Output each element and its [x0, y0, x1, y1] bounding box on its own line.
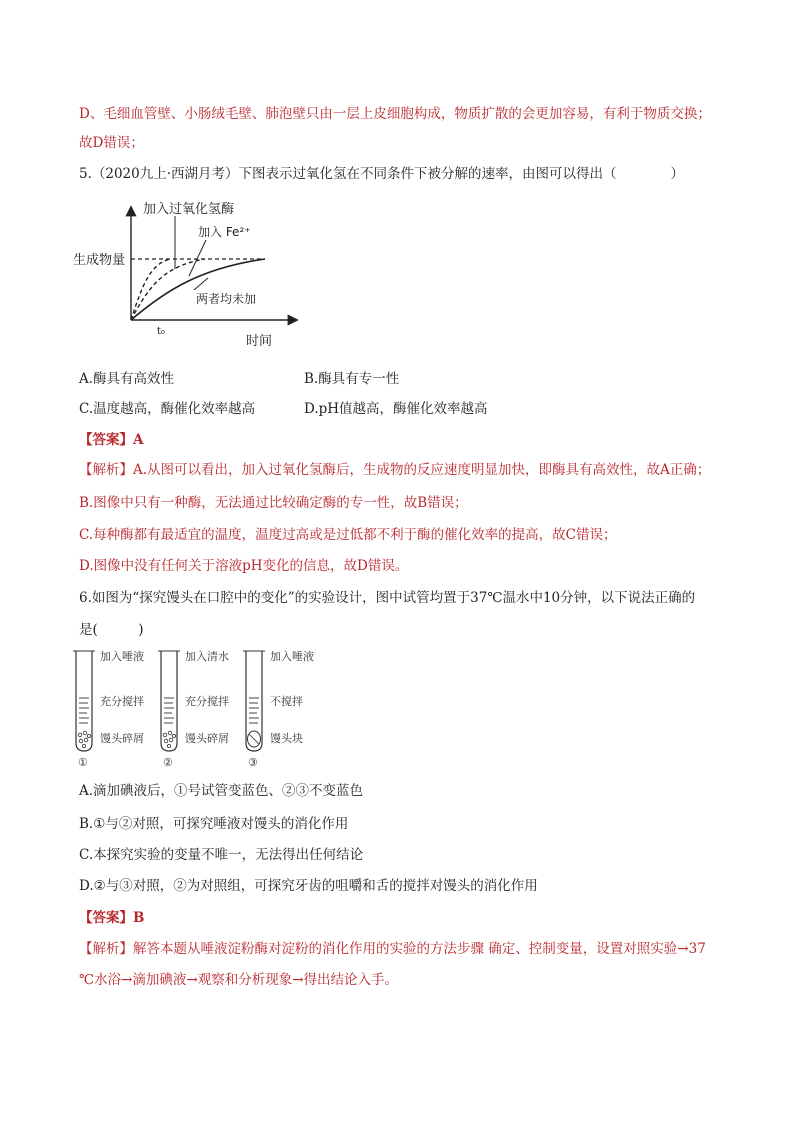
q5-analysis-b: B.图像中只有一种酶，无法通过比较确定酶的专一性，故B错误； [79, 495, 468, 511]
q5-option-a: A.酶具有高效性 [79, 371, 175, 387]
q4-option-d-line2: 故D错误； [79, 135, 144, 151]
q6-answer: 【答案】B [79, 910, 145, 926]
q4-option-d-line1: D、毛细血管壁、小肠绒毛壁、肺泡壁只由一层上皮细胞构成，物质扩散的会更加容易，有利于物质交换； [79, 106, 711, 122]
q6-option-c: C.本探究实验的变量不唯一，无法得出任何结论 [79, 847, 364, 863]
tube-2 [158, 649, 229, 769]
tube-2-bottom: 馒头碎屑 [185, 732, 229, 745]
q6-stem-line2: 是( ) [79, 622, 144, 638]
tube-2-top: 加入清水 [185, 650, 229, 663]
chart-pointer-fe [189, 240, 206, 276]
q5-analysis-c: C.每种酶都有最适宜的温度，温度过高或是过低都不利于酶的催化效率的提高，故C错误； [79, 527, 617, 543]
tube-1 [73, 649, 144, 769]
q5-option-d: D.pH值越高，酶催化效率越高 [304, 401, 488, 417]
q6-option-d: D.②与③对照，②为对照组，可探究牙齿的咀嚼和舌的搅拌对馒头的消化作用 [79, 878, 538, 894]
q5-answer: 【答案】A [79, 432, 144, 448]
tube-3-bottom: 馒头块 [270, 732, 303, 745]
tube-1-bottom: 馒头碎屑 [100, 732, 144, 745]
q5-chart [70, 196, 310, 354]
q6-analysis-line2: ℃水浴→滴加碘液→观察和分析现象→得出结论入手。 [79, 972, 399, 988]
chart-xlabel: 时间 [246, 334, 273, 349]
tube-1-top: 加入唾液 [100, 650, 144, 663]
tube-2-mid: 充分搅拌 [185, 695, 229, 708]
chart-pointer-none [194, 278, 208, 290]
chart-label-fe: 加入 Fe²⁺ [198, 225, 251, 239]
chart-ylabel: 生成物量 [73, 253, 126, 268]
tube-3-num: ③ [248, 756, 258, 769]
q6-option-b: B.①与②对照，可探究唾液对馒头的消化作用 [79, 816, 349, 832]
tube-3-top: 加入唾液 [270, 650, 314, 663]
q5-analysis-a: 【解析】A.从图可以看出，加入过氧化氢酶后，生成物的反应速度明显加快，即酶具有高效性，故A正确； [79, 462, 711, 478]
tube-1-mid: 充分搅拌 [100, 695, 144, 708]
q6-tube-diagram [66, 643, 336, 773]
q5-option-b: B.酶具有专一性 [304, 371, 400, 387]
q6-stem-line1: 6.如图为“探究馒头在口腔中的变化”的实验设计，图中试管均置于37℃温水中10分钟，以下说法正确的 [79, 590, 696, 606]
q5-analysis-d: D.图像中没有任何关于溶液pH变化的信息，故D错误。 [79, 558, 409, 574]
tube-1-num: ① [78, 756, 88, 769]
tube-3 [243, 649, 314, 769]
q5-stem: 5.（2020九上·西湖月考）下图表示过氧化氢在不同条件下被分解的速率，由图可以得出（ ） [79, 166, 685, 182]
chart-label-enzyme: 加入过氧化氢酶 [143, 202, 235, 217]
q5-option-c: C.温度越高，酶催化效率越高 [79, 401, 256, 417]
chart-series-none [131, 259, 265, 320]
q6-option-a: A.滴加碘液后，①号试管变蓝色、②③不变蓝色 [79, 783, 364, 799]
tube-3-mid: 不搅拌 [270, 695, 303, 708]
chart-label-none: 两者均未加 [196, 292, 257, 306]
tube-2-num: ② [163, 756, 173, 769]
q6-analysis-line1: 【解析】解答本题从唾液淀粉酶对淀粉的消化作用的实验的方法步骤 确定、控制变量，设置对照实验→37 [79, 941, 706, 957]
chart-x-tick-t0: t₀ [157, 326, 165, 337]
